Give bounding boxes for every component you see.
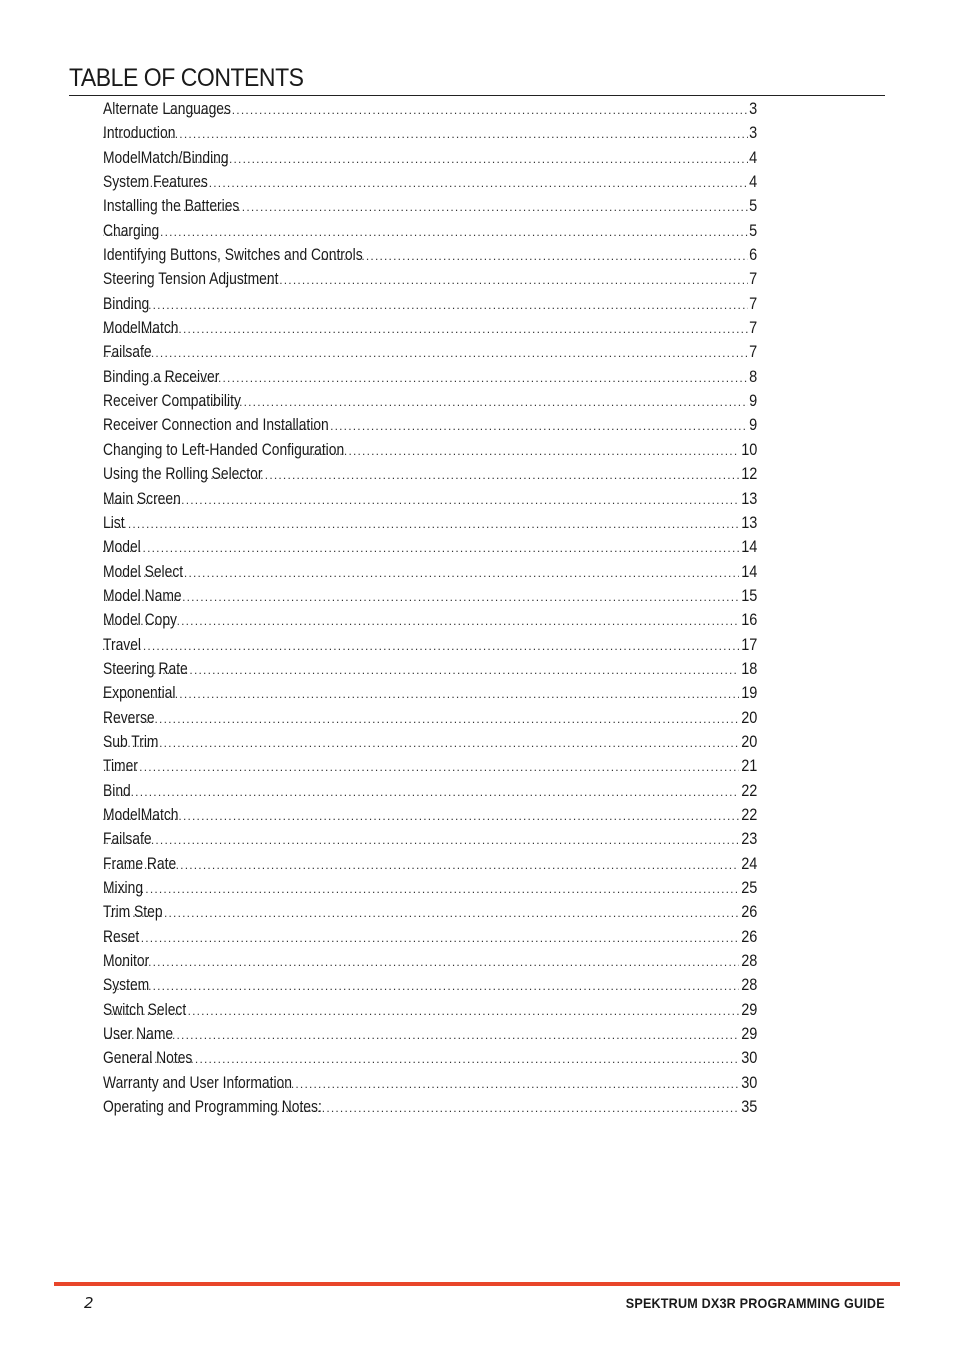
toc-dot-leader (103, 634, 739, 657)
footer-guide-title: SPEKTRUM DX3R PROGRAMMING GUIDE (625, 1295, 885, 1311)
toc-entry-page-number: 9 (748, 392, 757, 411)
toc-entry-page-number: 28 (740, 952, 757, 971)
toc-entry-label: Operating and Programming Notes: (103, 1098, 322, 1117)
toc-entry-label: Binding (103, 294, 150, 313)
toc-dot-leader (136, 171, 748, 194)
toc-dot-leader (103, 220, 748, 243)
toc-dot-leader (103, 804, 739, 827)
toc-dot-leader (321, 244, 748, 267)
toc-entry-page-number: 5 (748, 221, 757, 240)
toc-entry-label: User Name (103, 1025, 174, 1044)
toc-dot-leader (103, 536, 739, 559)
toc-entry[interactable] (103, 998, 757, 1022)
toc-dot-leader (111, 999, 739, 1022)
toc-entry-label: ModelMatch (103, 319, 179, 338)
toc-entry-page-number: 25 (740, 879, 757, 897)
toc-entry[interactable] (103, 925, 757, 949)
toc-entry-page-number: 21 (740, 757, 757, 776)
toc-entry[interactable] (103, 267, 757, 291)
toc-entry[interactable] (103, 657, 757, 681)
toc-dot-leader (103, 950, 739, 973)
toc-entry-label: Failsafe (103, 343, 152, 362)
toc-dot-leader (103, 901, 739, 924)
toc-entry-label: Warranty and User Information (103, 1073, 292, 1092)
toc-entry-label: Receiver Connection and Installation (103, 416, 329, 435)
footer-accent-bar (54, 1282, 900, 1286)
toc-entry-page-number: 13 (740, 489, 757, 508)
toc-entry-label: Sub Trim (103, 732, 159, 751)
toc-entry-page-number: 12 (740, 465, 757, 484)
toc-entry-page-number: 16 (740, 611, 757, 630)
toc-entry-page-number: 7 (748, 270, 757, 289)
toc-dot-leader (103, 926, 739, 949)
toc-entry[interactable] (103, 754, 757, 778)
toc-entry[interactable] (103, 487, 757, 511)
toc-entry-page-number: 3 (748, 124, 757, 143)
toc-entry-page-number: 19 (740, 684, 757, 703)
toc-entry-page-number: 20 (740, 732, 757, 751)
toc-entry[interactable] (103, 365, 757, 389)
toc-entry[interactable] (103, 121, 757, 145)
toc-dot-leader (103, 1023, 739, 1046)
toc-dot-leader (174, 195, 748, 218)
toc-dot-leader (201, 463, 738, 486)
toc-entry[interactable] (103, 438, 757, 462)
toc-entry[interactable] (103, 340, 757, 364)
toc-entry-label: Main Screen (103, 489, 181, 508)
toc-entry[interactable] (103, 730, 757, 754)
toc-dot-leader (103, 853, 739, 876)
toc-entry-label: Timer (103, 757, 138, 776)
toc-dot-leader (107, 561, 739, 584)
toc-entry-page-number: 29 (740, 1000, 757, 1019)
toc-entry[interactable] (103, 584, 757, 608)
toc-entry-label: Trim Step (103, 903, 163, 922)
toc-entry-page-number: 8 (748, 367, 757, 386)
toc-entry-page-number: 7 (748, 319, 757, 338)
toc-entry[interactable] (103, 462, 757, 486)
toc-entry[interactable] (103, 1071, 757, 1095)
toc-entry[interactable] (103, 949, 757, 973)
toc-entry-page-number: 7 (748, 294, 757, 313)
toc-entry-label: Frame Rate (103, 854, 177, 873)
toc-dot-leader (103, 780, 739, 803)
toc-entry-page-number: 35 (740, 1098, 757, 1117)
toc-entry-label: Travel (103, 635, 141, 654)
toc-entry-label: Introduction (103, 124, 176, 143)
toc-dot-leader (112, 658, 738, 681)
toc-entry-page-number: 10 (740, 440, 757, 459)
toc-entry[interactable] (103, 389, 757, 413)
toc-entry-label: ModelMatch (103, 805, 179, 824)
toc-entry-page-number: 30 (740, 1049, 757, 1068)
toc-entry-label: Alternate Languages (103, 100, 231, 118)
toc-dot-leader (103, 609, 739, 632)
toc-dot-leader (103, 974, 739, 997)
footer-page-number: 2 (84, 1294, 94, 1312)
toc-dot-leader (104, 488, 739, 511)
toc-entry-label: List (103, 513, 125, 532)
toc-entry-page-number: 13 (740, 513, 757, 532)
toc-entry-label: Installing the Batteries (103, 197, 240, 216)
toc-dot-leader (103, 317, 748, 340)
toc-entry-label: Monitor (103, 952, 150, 971)
toc-entry-page-number: 15 (740, 586, 757, 605)
toc-entry[interactable] (103, 316, 757, 340)
toc-dot-leader (103, 755, 739, 778)
toc-entry[interactable] (103, 1046, 757, 1070)
toc-dot-leader (103, 122, 748, 145)
toc-entry-page-number: 6 (748, 246, 757, 265)
toc-entry-label: ModelMatch/Binding (103, 148, 229, 167)
toc-entry-label: Binding a Receiver (103, 367, 220, 386)
toc-entry[interactable] (103, 1022, 757, 1046)
toc-entry-label: Exponential (103, 684, 176, 703)
toc-entry-page-number: 4 (748, 173, 757, 192)
toc-entry[interactable] (103, 292, 757, 316)
toc-entry[interactable] (103, 900, 757, 924)
toc-entry-label: System (103, 976, 150, 995)
toc-entry-page-number: 30 (740, 1073, 757, 1092)
toc-dot-leader (150, 366, 748, 389)
page-title: TABLE OF CONTENTS (69, 64, 304, 92)
toc-entry[interactable] (103, 779, 757, 803)
toc-dot-leader (272, 1096, 739, 1119)
toc-entry-label: Model Select (103, 562, 184, 581)
toc-dot-leader (280, 414, 748, 437)
toc-dot-leader (103, 293, 748, 316)
toc-entry-page-number: 17 (740, 635, 757, 654)
toc-entry-page-number: 26 (740, 903, 757, 922)
toc-dot-leader (220, 268, 748, 291)
title-divider (69, 95, 885, 96)
toc-entry-page-number: 14 (740, 562, 757, 581)
toc-entry-label: Model Copy (103, 611, 177, 630)
toc-entry[interactable] (103, 146, 757, 170)
toc-entry-page-number: 24 (740, 854, 757, 873)
toc-entry-label: Receiver Compatibility (103, 392, 241, 411)
toc-entry-label: Failsafe (103, 830, 152, 849)
toc-entry-page-number: 22 (740, 805, 757, 824)
toc-dot-leader (236, 1072, 738, 1095)
toc-entry-label: Mixing (103, 879, 144, 897)
toc-entry-page-number: 20 (740, 708, 757, 727)
toc-entry-label: Reverse (103, 708, 155, 727)
toc-entry[interactable] (103, 170, 757, 194)
toc-dot-leader (103, 731, 739, 754)
toc-dot-leader (299, 439, 739, 462)
toc-entry[interactable] (103, 219, 757, 243)
toc-entry[interactable] (103, 1095, 757, 1119)
toc-entry-page-number: 4 (748, 148, 757, 167)
toc-entry-page-number: 26 (740, 927, 757, 946)
toc-entry-label: Model Name (103, 586, 182, 605)
toc-entry-page-number: 14 (740, 538, 757, 557)
toc-dot-leader (105, 585, 739, 608)
toc-entry[interactable] (103, 876, 757, 900)
toc-entry-label: Charging (103, 221, 160, 240)
toc-dot-leader (161, 147, 748, 170)
toc-entry[interactable] (103, 706, 757, 730)
toc-entry-label: Switch Select (103, 1000, 187, 1019)
toc-entry-label: Using the Rolling Selector (103, 465, 263, 484)
toc-entry-label: Changing to Left-Handed Configuration (103, 440, 345, 459)
toc-entry-page-number: 22 (740, 781, 757, 800)
toc-entry[interactable] (103, 194, 757, 218)
toc-entry-label: Steering Rate (103, 659, 188, 678)
toc-entry-label: General Notes (103, 1049, 193, 1068)
toc-entry[interactable] (103, 97, 757, 121)
toc-entry-label: Steering Tension Adjustment (103, 270, 279, 289)
toc-entry[interactable] (103, 633, 757, 657)
toc-entry-label: System Features (103, 173, 208, 192)
toc-entry-page-number: 23 (740, 830, 757, 849)
toc-entry[interactable] (103, 413, 757, 437)
toc-entry[interactable] (103, 243, 757, 267)
toc-entry[interactable] (103, 560, 757, 584)
toc-dot-leader (176, 390, 748, 413)
toc-entry-page-number: 29 (740, 1025, 757, 1044)
toc-entry-page-number: 9 (748, 416, 757, 435)
toc-dot-leader (103, 828, 739, 851)
toc-dot-leader (164, 98, 748, 121)
toc-dot-leader (103, 512, 739, 535)
toc-entry-page-number: 7 (748, 343, 757, 362)
toc-entry-label: Bind (103, 781, 131, 800)
toc-entry-page-number: 5 (748, 197, 757, 216)
toc-dot-leader (103, 682, 739, 705)
toc-dot-leader (103, 877, 739, 900)
toc-entry[interactable] (103, 608, 757, 632)
toc-entry-page-number: 18 (740, 659, 757, 678)
table-of-contents (103, 97, 757, 1119)
toc-entry[interactable] (103, 535, 757, 559)
toc-entry[interactable] (103, 681, 757, 705)
toc-entry[interactable] (103, 852, 757, 876)
toc-dot-leader (103, 341, 748, 364)
toc-entry-page-number: 28 (740, 976, 757, 995)
toc-entry-label: Reset (103, 927, 140, 946)
toc-dot-leader (118, 1047, 739, 1070)
toc-entry[interactable] (103, 973, 757, 997)
toc-dot-leader (103, 707, 739, 730)
toc-entry-label: Identifying Buttons, Switches and Controls (103, 246, 363, 265)
toc-entry-page-number: 3 (748, 100, 757, 118)
toc-entry[interactable] (103, 827, 757, 851)
toc-entry[interactable] (103, 803, 757, 827)
toc-entry-label: Model (103, 538, 141, 557)
toc-entry[interactable] (103, 511, 757, 535)
